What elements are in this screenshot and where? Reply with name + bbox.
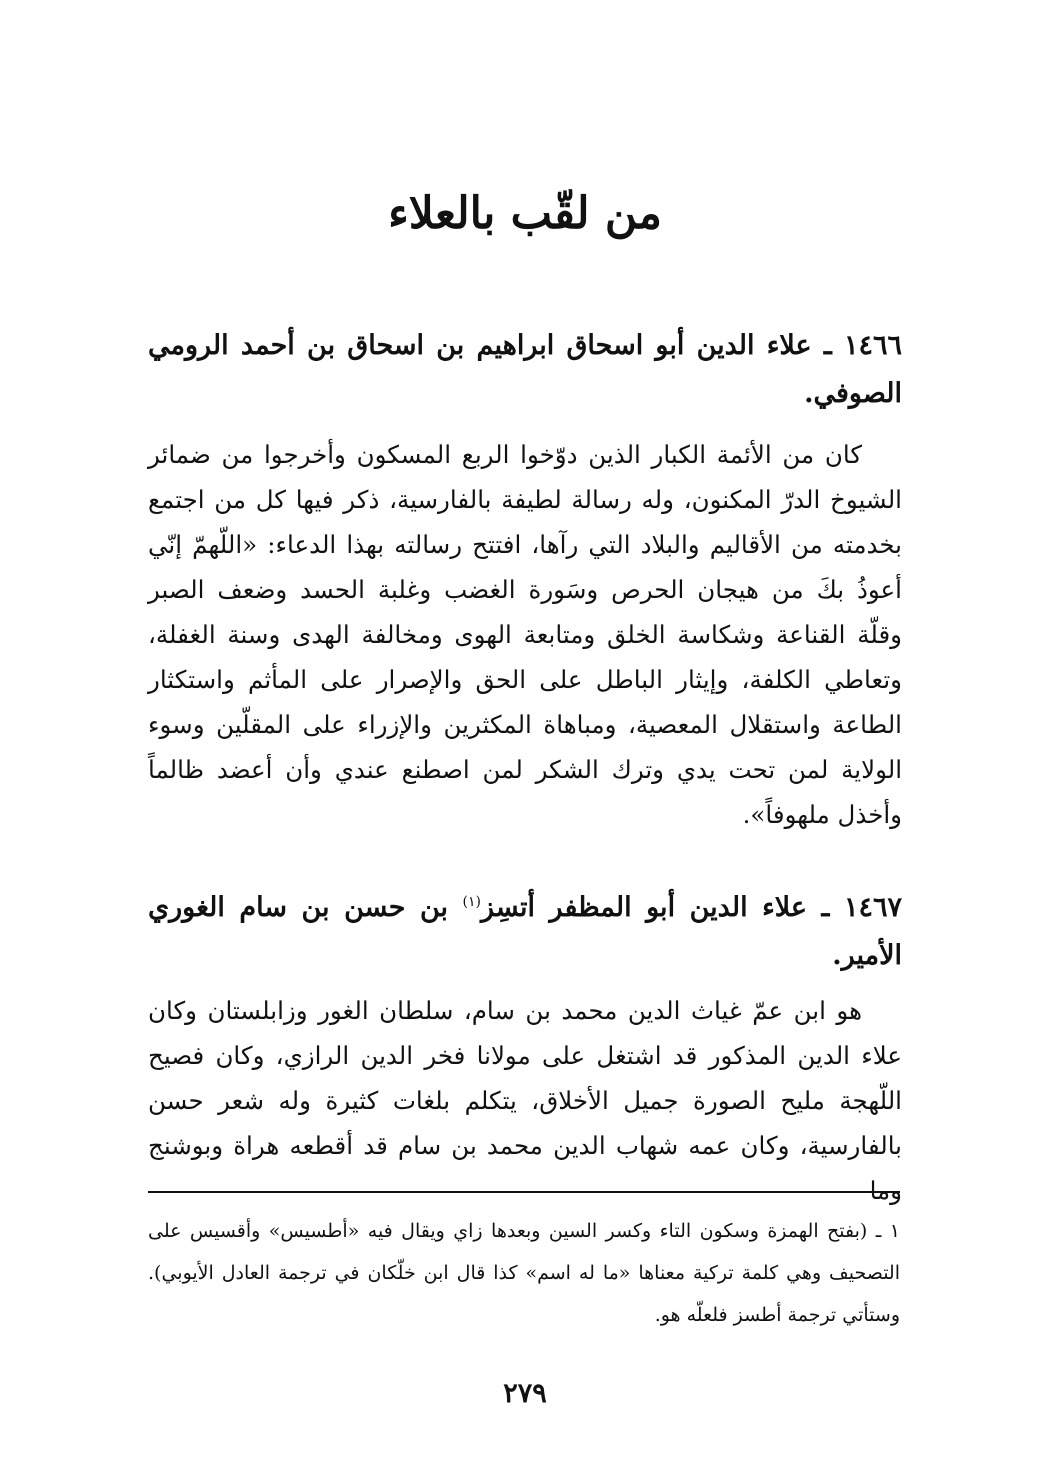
page-title: من لقّب بالعلاء bbox=[388, 188, 662, 239]
entry-heading: ١٤٦٧ ـ علاء الدين أبو المظفر أتسِز$^{(١)}$ بن حسن بن سام الغوري الأمير. bbox=[148, 892, 902, 971]
entry-body: هو ابن عمّ غياث الدين محمد بن سام، سلطان الغور وزابلستان وكان علاء الدين المذكور قد اشتغل على مولانا فخر الدين الرازي، وكان فصيح اللّهجة مليح الصورة جميل الأخلاق، يتكلم بلغات كثيرة وله شعر حسن بالفارسية، وكان عمه شهاب الدين محمد بن سام قد أقطعه هراة وبوشنج وما bbox=[148, 996, 902, 1205]
entry-heading: ١٤٦٦ ـ علاء الدين أبو اسحاق ابراهيم بن اسحاق بن أحمد الرومي الصوفي. bbox=[148, 330, 902, 409]
entry-body: كان من الأئمة الكبار الذين دوّخوا الربع المسكون وأخرجوا من ضمائر الشيوخ الدرّ المكنون، وله رسالة لطيفة بالفارسية، ذكر فيها كل من اجتمع بخدمته من الأقاليم والبلاد التي رآها، افتتح رسالته بهذا الدعاء: «اللّهمّ إنّي أعوذُ بكَ من هيجان الحرص وسَورة الغضب وغلبة الحسد وضعف الصبر وقلّة القناعة وشكاسة الخلق ومتابعة الهوى ومخالفة الهدى وسنة الغفلة، وتعاطي الكلفة، وإيثار الباطل على الحق والإصرار على المأثم واستكثار الطاعة واستقلال المعصية، ومباهاة المكثرين والإزراء على المقلّين وسوء الولاية لمن تحت يدي وترك الشكر لمن اصطنع عندي وأن أعضد ظالماً وأخذل ملهوفاً». bbox=[148, 440, 902, 829]
footnote-divider bbox=[148, 1191, 900, 1193]
footnote-reference[interactable]: (١) bbox=[462, 894, 482, 910]
page-number: ٢٧٩ bbox=[503, 1378, 547, 1409]
entry-1467 bbox=[148, 878, 902, 1213]
entry-1466 bbox=[148, 322, 902, 837]
footnote: ١ ـ (بفتح الهمزة وسكون التاء وكسر السين وبعدها زاي ويقال فيه «أطسيس» وأقسيس على التصحيف وهي كلمة تركية معناها «ما له اسم» كذا قال ابن خلّكان في ترجمة العادل الأيوبي). وستأتي ترجمة أطسز فلعلّه هو. bbox=[148, 1220, 900, 1326]
